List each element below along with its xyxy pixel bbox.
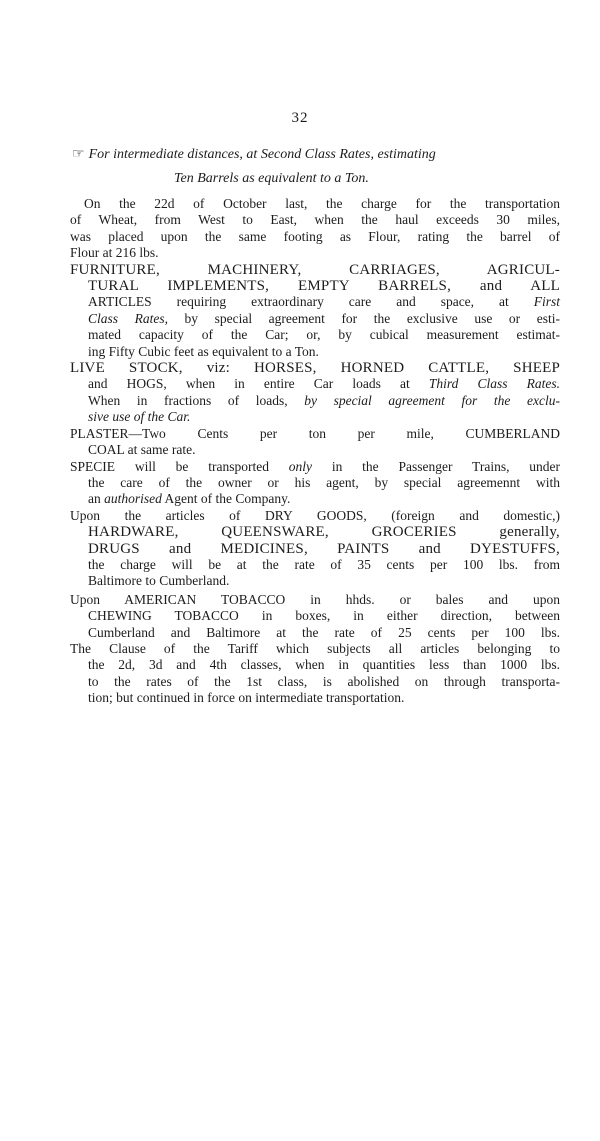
text-line: DRUGS and MEDICINES, PAINTS and DYESTUFFS, [88,540,560,557]
heading-line-1: ☞ For intermediate distances, at Second Class Rates, estimating [72,147,436,162]
text-line: Class Rates, by special agreement for the exclusive use or esti- [88,310,560,326]
document-body [70,196,560,707]
text-line: TURAL IMPLEMENTS, EMPTY BARRELS, and ALL [88,278,560,295]
text-line: ARTICLES requiring extraordinary care and space, at First [88,294,560,310]
text-line: sive use of the Car. [88,409,191,425]
text-line: Upon the articles of DRY GOODS, (foreign and domestic,) [70,507,560,523]
text-line: tion; but continued in force on intermediate transportation. [88,690,405,706]
text-line: FURNITURE, MACHINERY, CARRIAGES, AGRICUL- [70,261,560,278]
paragraph-plaster [70,426,560,459]
text-line: Baltimore to Cumberland. [88,573,230,589]
text-line: PLASTER—Two Cents per ton per mile, CUMBERLAND [70,425,560,441]
text-line: Upon AMERICAN TOBACCO in hhds. or bales and upon [70,591,560,607]
text-line: CHEWING TOBACCO in boxes, in either direction, between [88,608,560,624]
paragraph-wheat [70,196,560,262]
text-line: On the 22d of October last, the charge for the transportation [84,196,560,211]
paragraph-clause [70,641,560,707]
paragraph-tobacco [70,592,560,641]
text-line: ing Fifty Cubic feet as equivalent to a Ton. [88,343,319,359]
text-line: an authorised Agent of the Company. [88,491,291,507]
text-line: LIVE STOCK, viz: HORSES, HORNED CATTLE, SHEEP [70,360,560,377]
section-heading [72,143,562,191]
text-line: HARDWARE, QUEENSWARE, GROCERIES generally, [88,524,560,541]
text-line: Cumberland and Baltimore at the rate of 25 cents per 100 lbs. [88,624,560,640]
text-line: was placed upon the same footing as Flour, rating the barrel of [70,228,560,244]
heading-line-2: Ten Barrels as equivalent to a Ton. [174,171,369,186]
text-line: to the rates of the 1st class, is abolished on through transporta- [88,673,560,689]
text-line: the care of the owner or his agent, by special agreemennt with [88,474,560,490]
page-number: 32 [291,110,309,126]
paragraph-specie [70,459,560,508]
text-line: of Wheat, from West to East, when the haul exceeds 30 miles, [70,212,560,228]
text-line: and HOGS, when in entire Car loads at Third Class Rates. [88,376,561,392]
text-line: COAL at same rate. [88,442,196,458]
paragraph-furniture [70,262,560,360]
pointing-hand-icon: ☞ [72,147,85,162]
text-line: When in fractions of loads, by special agreement for the exclu- [88,392,560,408]
text-line: SPECIE will be transported only in the Passenger Trains, under [70,458,561,474]
text-line: the charge will be at the rate of 35 cents per 100 lbs. from [88,556,560,572]
text-line: Flour at 216 lbs. [70,245,159,261]
text-line: mated capacity of the Car; or, by cubical measurement estimat- [88,327,560,343]
paragraph-dry-goods [70,508,560,590]
text-line: the 2d, 3d and 4th classes, when in quantities less than 1000 lbs. [88,657,560,673]
text-line: The Clause of the Tariff which subjects all articles belonging to [70,640,560,656]
paragraph-livestock [70,360,560,426]
